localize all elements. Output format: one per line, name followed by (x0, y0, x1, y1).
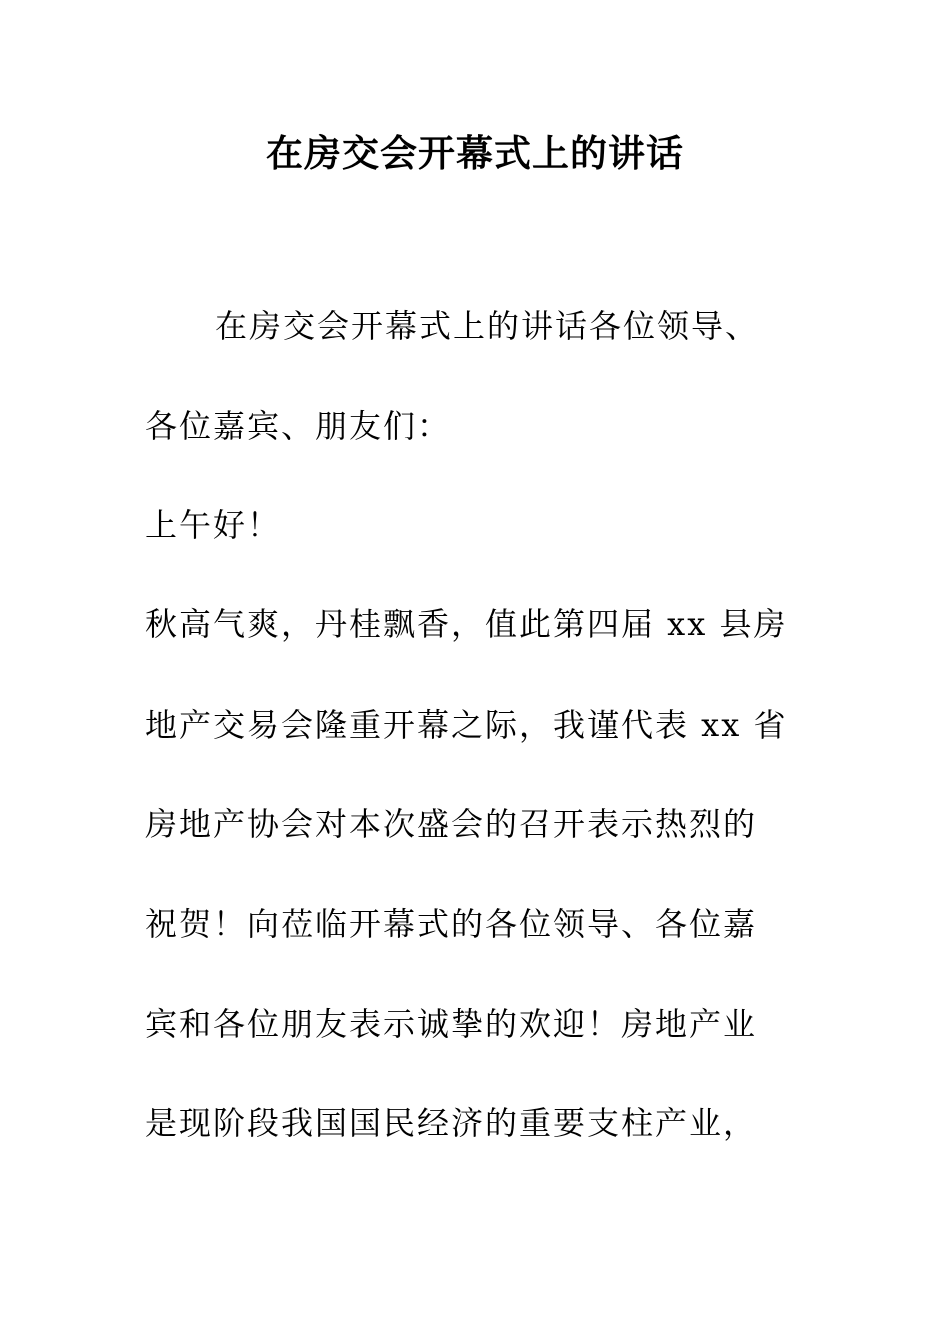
document-title: 在房交会开幕式上的讲话 (266, 132, 684, 175)
body-line: 宾和各位朋友表示诚挚的欢迎！房地产业 (145, 1005, 758, 1043)
body-line: 地产交易会隆重开幕之际，我谨代表 xx 省 (145, 706, 788, 744)
body-line: 房地产协会对本次盛会的召开表示热烈的 (145, 805, 758, 843)
body-line: 祝贺！向莅临开幕式的各位领导、各位嘉 (145, 905, 758, 943)
body-line: 各位嘉宾、朋友们： (145, 407, 452, 445)
body-line: 秋高气爽，丹桂飘香，值此第四届 xx 县房 (145, 605, 788, 643)
body-line: 是现阶段我国国民经济的重要支柱产业， (145, 1104, 758, 1142)
body-line: 在房交会开幕式上的讲话各位领导、 (215, 307, 760, 345)
body-line: 上午好！ (145, 506, 282, 544)
